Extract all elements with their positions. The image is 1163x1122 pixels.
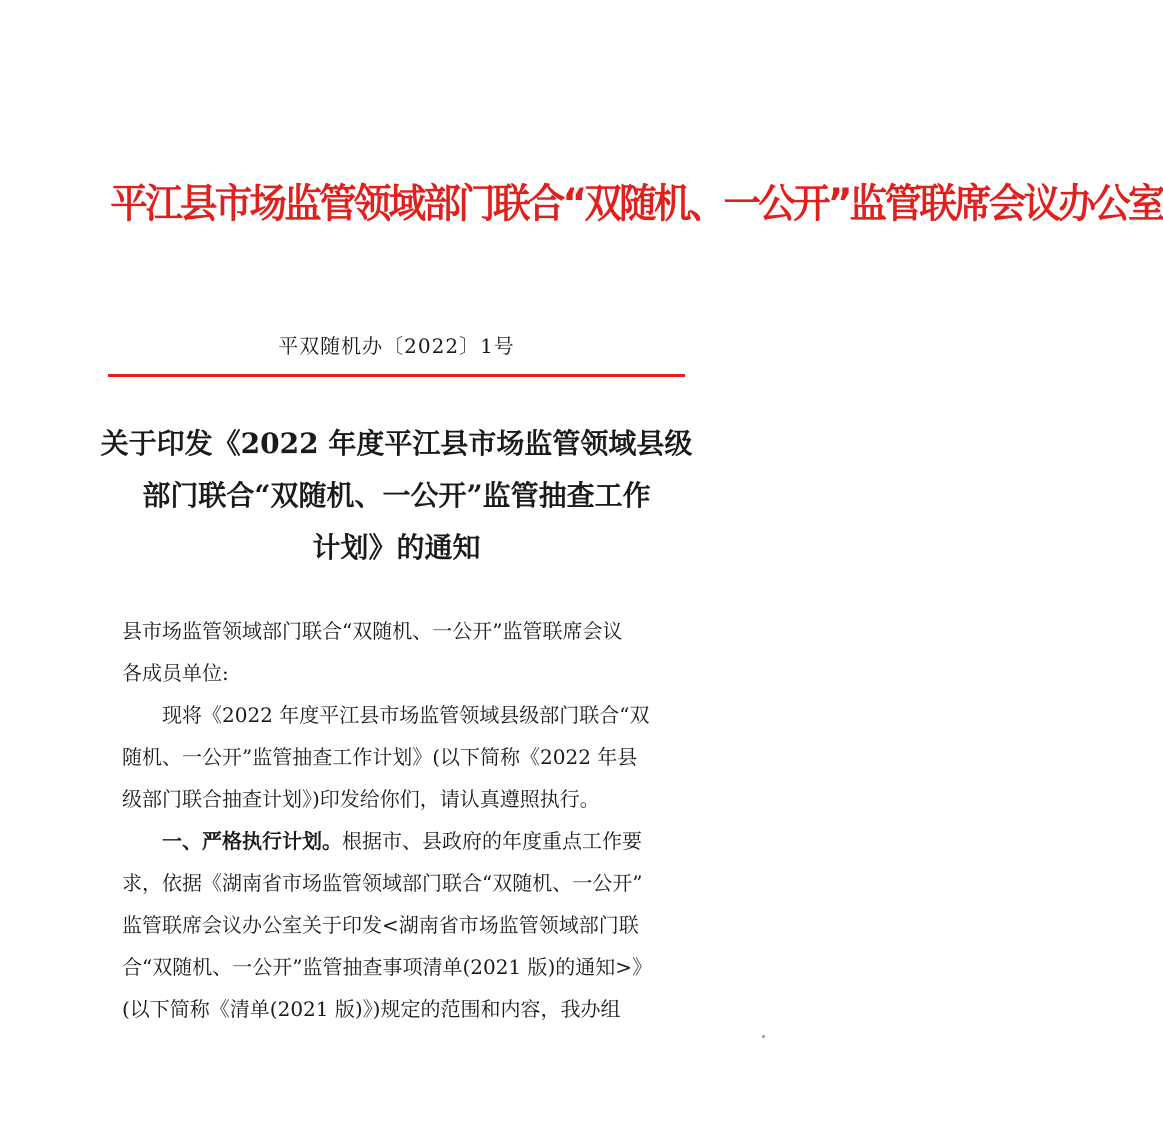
- notice-title: [100, 418, 693, 574]
- notice-title-line: 计划》的通知: [312, 531, 481, 564]
- scan-speck: [762, 1035, 765, 1038]
- paragraph-line: 现将《2022 年度平江县市场监管领域县级部门联合“双: [162, 703, 650, 727]
- recipient-line: 各成员单位:: [122, 661, 229, 685]
- paragraph-line: (以下简称《清单(2021 版)》)规定的范围和内容，我办组: [122, 997, 621, 1021]
- recipient-line: 县市场监管领域部门联合“双随机、一公开”监管联席会议: [122, 619, 623, 643]
- document-body: [122, 610, 682, 1030]
- notice-title-line: 关于印发《2022 年度平江县市场监管领域县级: [100, 427, 693, 460]
- section-heading: 一、严格执行计划。: [162, 829, 342, 853]
- paragraph-line: 级部门联合抽查计划》)印发给你们，请认真遵照执行。: [122, 787, 600, 811]
- paragraph-line: 求，依据《湖南省市场监管领域部门联合“双随机、一公开”: [122, 871, 643, 895]
- issuer-header: 平江县市场监管领域部门联合“双随机、一公开”监管联席会议办公室: [110, 181, 1163, 227]
- section-text: 根据市、县政府的年度重点工作要: [342, 829, 642, 853]
- paragraph-line: 合“双随机、一公开”监管抽查事项清单(2021 版)的通知>》: [122, 955, 653, 979]
- red-divider-line: [108, 374, 685, 377]
- document-number: 平双随机办〔2022〕1号: [278, 334, 515, 358]
- section-heading-line: [122, 820, 682, 862]
- paragraph-line: 监管联席会议办公室关于印发<湖南省市场监管领域部门联: [122, 913, 639, 937]
- paragraph-line: 随机、一公开”监管抽查工作计划》(以下简称《2022 年县: [122, 745, 638, 769]
- notice-title-line: 部门联合“双随机、一公开”监管抽查工作: [142, 479, 651, 512]
